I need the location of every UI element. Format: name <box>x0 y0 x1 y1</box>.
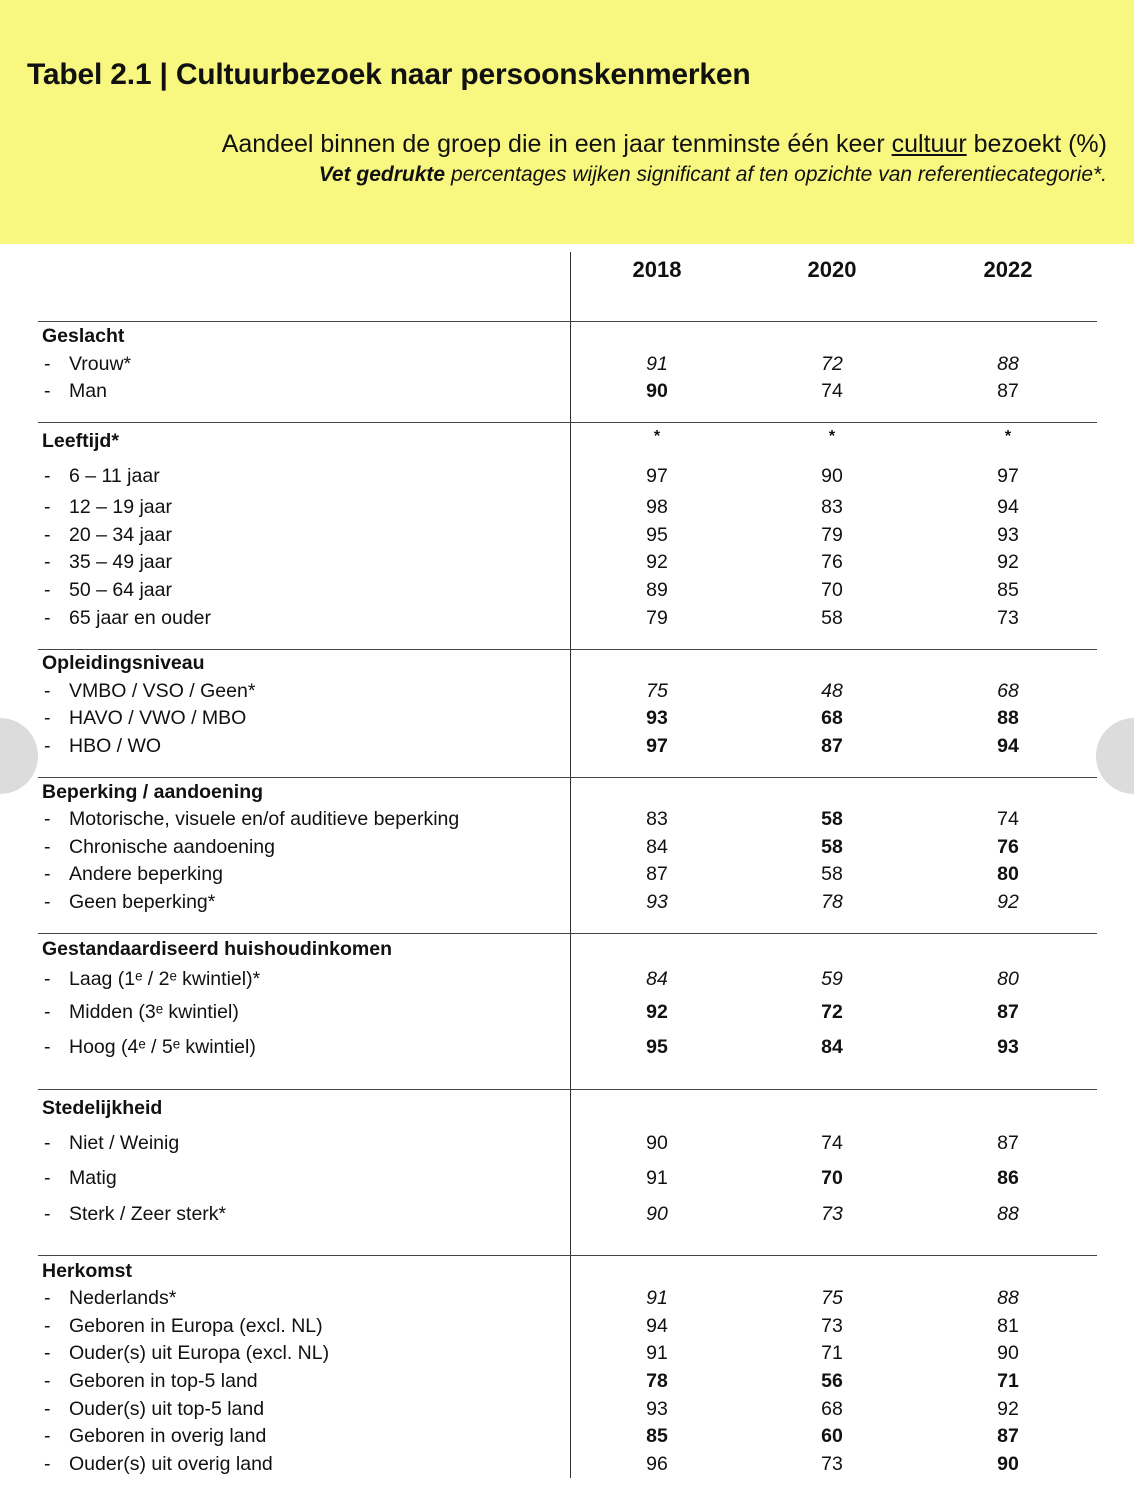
row-label <box>44 1453 273 1476</box>
row-label-text: Ouder(s) uit top-5 land <box>69 1398 265 1420</box>
row-label-text: Andere beperking <box>69 863 223 885</box>
section-title: Leeftijd* <box>42 430 119 452</box>
table-cell: 93 <box>646 891 668 913</box>
column-divider <box>570 252 571 1478</box>
row-label-text: Matig <box>69 1167 117 1189</box>
row-label <box>44 808 459 831</box>
row-bullet: - <box>44 1453 51 1475</box>
table-cell: 70 <box>821 1167 843 1189</box>
table-cell: 94 <box>997 735 1019 757</box>
table-cell: 92 <box>997 551 1019 573</box>
table-cell: 74 <box>821 380 843 402</box>
section-divider <box>38 1255 1097 1256</box>
row-label-text: Ouder(s) uit Europa (excl. NL) <box>69 1342 330 1364</box>
row-label <box>44 735 161 758</box>
table-cell: 83 <box>646 808 668 830</box>
table-cell: 78 <box>821 891 843 913</box>
row-label-text: Man <box>69 380 107 402</box>
row-label <box>44 1342 329 1365</box>
row-bullet: - <box>44 1001 51 1023</box>
section-divider <box>38 422 1097 423</box>
table-cell: 84 <box>646 968 668 990</box>
row-label <box>44 1167 117 1190</box>
section-divider <box>38 933 1097 934</box>
section-divider <box>38 777 1097 778</box>
table-cell: 97 <box>646 735 668 757</box>
table-cell: 73 <box>997 607 1019 629</box>
row-bullet: - <box>44 680 51 702</box>
row-label-text: Nederlands* <box>69 1287 177 1309</box>
row-label <box>44 551 172 574</box>
row-label <box>44 863 223 886</box>
subtitle-text-after: bezoekt (%) <box>966 130 1107 158</box>
table-cell: 87 <box>646 863 668 885</box>
significance-marker: * <box>653 428 661 445</box>
row-label-text: Chronische aandoening <box>69 836 275 858</box>
table-cell: 86 <box>997 1167 1019 1189</box>
row-label-text: 12 – 19 jaar <box>69 496 172 518</box>
table-cell: 80 <box>997 968 1019 990</box>
row-bullet: - <box>44 1370 51 1392</box>
significance-marker: * <box>1004 428 1012 445</box>
row-bullet: - <box>44 1315 51 1337</box>
row-bullet: - <box>44 891 51 913</box>
table-cell: 68 <box>821 707 843 729</box>
table-cell: 70 <box>821 579 843 601</box>
table-cell: 93 <box>646 707 668 729</box>
table-cell: 72 <box>821 1001 843 1023</box>
row-label <box>44 496 172 519</box>
table-cell: 90 <box>646 380 668 402</box>
section-title: Herkomst <box>42 1260 132 1282</box>
row-bullet: - <box>44 863 51 885</box>
row-bullet: - <box>44 836 51 858</box>
year-header-2020: 2020 <box>807 257 857 282</box>
row-label-text: Laag (1ᵉ / 2ᵉ kwintiel)* <box>69 968 261 990</box>
table-cell: 73 <box>821 1453 843 1475</box>
table-cell: 87 <box>997 1425 1019 1447</box>
row-label-text: VMBO / VSO / Geen* <box>69 680 256 702</box>
table-cell: 76 <box>821 551 843 573</box>
table-cell: 58 <box>821 808 843 830</box>
row-label <box>44 1425 266 1448</box>
row-label <box>44 1036 256 1059</box>
section-title: Stedelijkheid <box>42 1097 163 1119</box>
table-cell: 58 <box>821 836 843 858</box>
table-cell: 59 <box>821 968 843 990</box>
row-label-text: Geboren in Europa (excl. NL) <box>69 1315 323 1337</box>
table-cell: 88 <box>997 1287 1019 1309</box>
row-label-text: Sterk / Zeer sterk* <box>69 1203 227 1225</box>
table-cell: 81 <box>997 1315 1019 1337</box>
row-label-text: 20 – 34 jaar <box>69 524 172 546</box>
row-label <box>44 1370 258 1393</box>
table-cell: 91 <box>646 1167 668 1189</box>
table-cell: 98 <box>646 496 668 518</box>
row-label <box>44 1398 264 1421</box>
section-divider <box>38 321 1097 322</box>
row-bullet: - <box>44 1287 51 1309</box>
table-cell: 93 <box>997 1036 1019 1058</box>
row-bullet: - <box>44 1425 51 1447</box>
row-bullet: - <box>44 735 51 757</box>
table-cell: 72 <box>821 353 843 375</box>
subtitle-underlined-word: cultuur <box>891 130 967 158</box>
row-label-text: 50 – 64 jaar <box>69 579 172 601</box>
row-bullet: - <box>44 353 51 375</box>
row-bullet: - <box>44 808 51 830</box>
table-cell: 85 <box>646 1425 668 1447</box>
table-cell: 90 <box>646 1132 668 1154</box>
row-bullet: - <box>44 465 51 487</box>
table-cell: 68 <box>821 1398 843 1420</box>
row-label-text: Hoog (4ᵉ / 5ᵉ kwintiel) <box>69 1036 256 1058</box>
row-label <box>44 1132 179 1155</box>
table-cell: 75 <box>821 1287 843 1309</box>
section-divider <box>38 649 1097 650</box>
row-label-text: 35 – 49 jaar <box>69 551 172 573</box>
row-label <box>44 707 246 730</box>
table-cell: 92 <box>997 1398 1019 1420</box>
row-bullet: - <box>44 1036 51 1058</box>
row-label <box>44 891 215 914</box>
row-label <box>44 1001 239 1024</box>
section-title: Gestandaardiseerd huishoudinkomen <box>42 938 392 960</box>
table-cell: 75 <box>646 680 668 702</box>
row-label <box>44 353 131 376</box>
row-bullet: - <box>44 607 51 629</box>
table-cell: 90 <box>997 1453 1019 1475</box>
row-label-text: Geboren in overig land <box>69 1425 267 1447</box>
row-label-text: HBO / WO <box>69 735 162 757</box>
table-cell: 73 <box>821 1203 843 1225</box>
table-cell: 76 <box>997 836 1019 858</box>
table-cell: 56 <box>821 1370 843 1392</box>
table-cell: 74 <box>997 808 1019 830</box>
row-bullet: - <box>44 1167 51 1189</box>
row-label-text: HAVO / VWO / MBO <box>69 707 247 729</box>
row-label <box>44 524 172 547</box>
table-cell: 88 <box>997 1203 1019 1225</box>
table-cell: 91 <box>646 1287 668 1309</box>
page-title: Tabel 2.1 | Cultuurbezoek naar persoonskenmerken <box>27 58 751 91</box>
table-cell: 89 <box>646 579 668 601</box>
table-cell: 93 <box>646 1398 668 1420</box>
table-cell: 74 <box>821 1132 843 1154</box>
significance-marker: * <box>828 428 836 445</box>
table-cell: 91 <box>646 1342 668 1364</box>
table-cell: 87 <box>997 1132 1019 1154</box>
year-header-2018: 2018 <box>632 257 682 282</box>
table-cell: 85 <box>997 579 1019 601</box>
table-cell: 79 <box>821 524 843 546</box>
row-bullet: - <box>44 1342 51 1364</box>
table-cell: 90 <box>821 465 843 487</box>
row-label <box>44 380 107 403</box>
row-bullet: - <box>44 524 51 546</box>
table-cell: 71 <box>997 1370 1019 1392</box>
section-title: Geslacht <box>42 325 125 347</box>
row-bullet: - <box>44 968 51 990</box>
table-cell: 60 <box>821 1425 843 1447</box>
row-label-text: Geboren in top-5 land <box>69 1370 258 1392</box>
table-cell: 87 <box>997 380 1019 402</box>
table-cell: 68 <box>997 680 1019 702</box>
note-bold: Vet gedrukte <box>318 163 446 186</box>
row-label-text: Vrouw* <box>69 353 132 375</box>
row-label <box>44 607 211 630</box>
row-label <box>44 1287 176 1310</box>
table-cell: 73 <box>821 1315 843 1337</box>
table-cell: 95 <box>646 1036 668 1058</box>
table-cell: 84 <box>821 1036 843 1058</box>
table-cell: 78 <box>646 1370 668 1392</box>
row-bullet: - <box>44 1398 51 1420</box>
table-cell: 91 <box>646 353 668 375</box>
table-cell: 97 <box>997 465 1019 487</box>
row-bullet: - <box>44 551 51 573</box>
row-label-text: Ouder(s) uit overig land <box>69 1453 273 1475</box>
table-cell: 90 <box>997 1342 1019 1364</box>
table-cell: 84 <box>646 836 668 858</box>
subtitle-text-before: Aandeel binnen de groep die in een jaar tenminste één keer <box>221 130 892 158</box>
row-bullet: - <box>44 707 51 729</box>
note-rest: percentages wijken significant af ten opzichte van referentiecategorie*. <box>445 163 1107 186</box>
table-cell: 92 <box>646 551 668 573</box>
table-cell: 88 <box>997 707 1019 729</box>
section-title: Opleidingsniveau <box>42 652 205 674</box>
row-label-text: 65 jaar en ouder <box>69 607 212 629</box>
table-cell: 93 <box>997 524 1019 546</box>
row-label <box>44 1315 323 1338</box>
year-header-2022: 2022 <box>983 257 1033 282</box>
row-label <box>44 836 275 859</box>
table-cell: 95 <box>646 524 668 546</box>
table-cell: 80 <box>997 863 1019 885</box>
table-cell: 96 <box>646 1453 668 1475</box>
table-cell: 88 <box>997 353 1019 375</box>
table-cell: 92 <box>997 891 1019 913</box>
table-cell: 58 <box>821 607 843 629</box>
table-cell: 94 <box>997 496 1019 518</box>
section-divider <box>38 1089 1097 1090</box>
row-label <box>44 680 255 703</box>
row-label <box>44 1203 226 1226</box>
table-cell: 48 <box>821 680 843 702</box>
table-cell: 71 <box>821 1342 843 1364</box>
row-bullet: - <box>44 579 51 601</box>
table-cell: 94 <box>646 1315 668 1337</box>
row-label-text: Niet / Weinig <box>69 1132 180 1154</box>
row-label-text: 6 – 11 jaar <box>69 465 160 487</box>
row-label-text: Motorische, visuele en/of auditieve beperking <box>69 808 460 830</box>
row-label <box>44 465 160 488</box>
table-cell: 83 <box>821 496 843 518</box>
section-title: Beperking / aandoening <box>42 781 264 803</box>
table-cell: 97 <box>646 465 668 487</box>
row-bullet: - <box>44 380 51 402</box>
row-bullet: - <box>44 1132 51 1154</box>
row-bullet: - <box>44 1203 51 1225</box>
table-cell: 79 <box>646 607 668 629</box>
table-cell: 90 <box>646 1203 668 1225</box>
table-cell: 92 <box>646 1001 668 1023</box>
row-label-text: Midden (3ᵉ kwintiel) <box>69 1001 239 1023</box>
row-label-text: Geen beperking* <box>69 891 216 913</box>
table-cell: 87 <box>821 735 843 757</box>
table-cell: 87 <box>997 1001 1019 1023</box>
table-cell: 58 <box>821 863 843 885</box>
row-bullet: - <box>44 496 51 518</box>
row-label <box>44 968 260 991</box>
row-label <box>44 579 172 602</box>
